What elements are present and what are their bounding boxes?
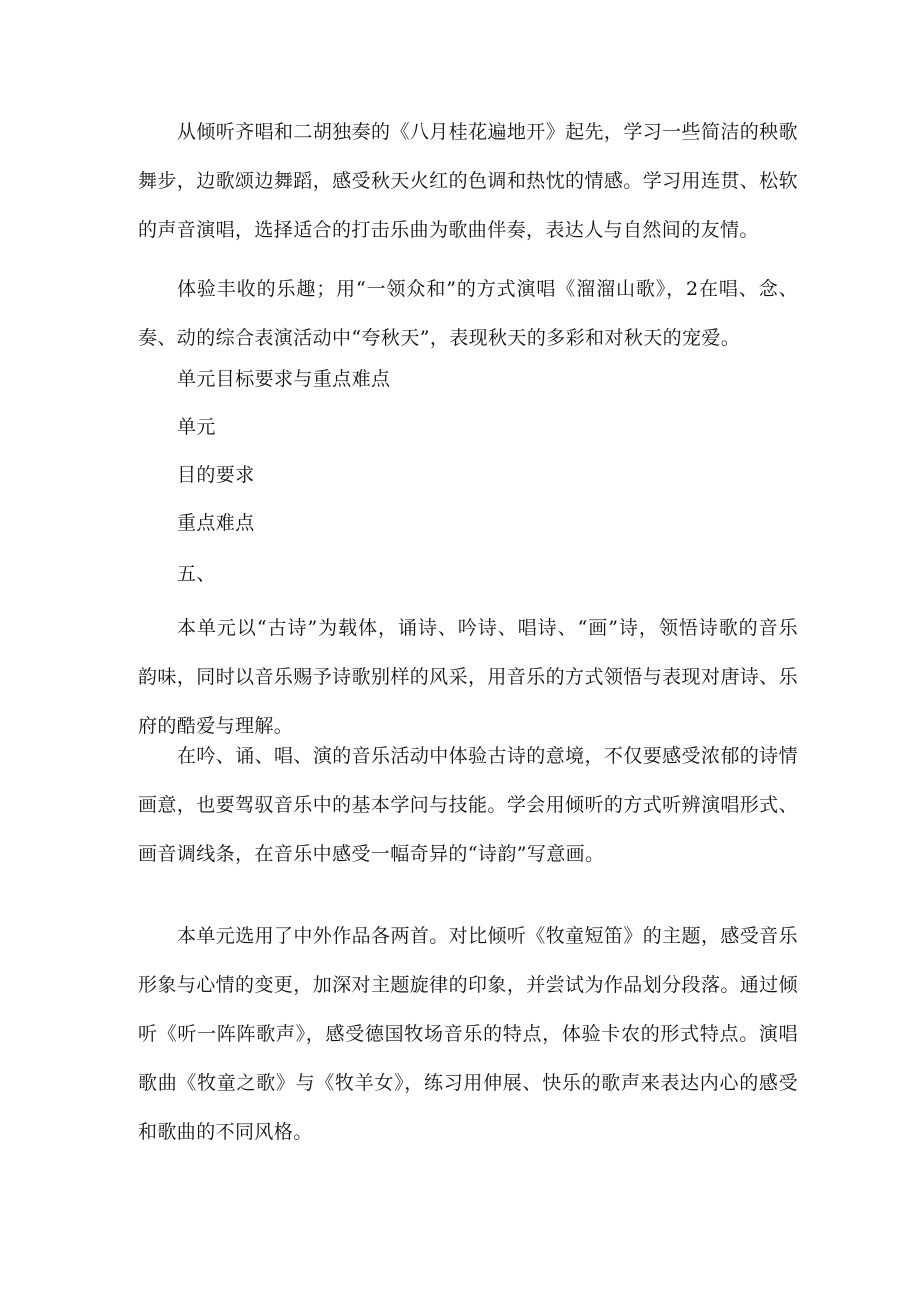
label-unit: 单元 bbox=[177, 416, 216, 438]
paragraph-liuliu-shange: 体验丰收的乐趣；用“一领众和”的方式演唱《溜溜山歌》，2在唱、念、奏、动的综合表演活动中“夸秋天”，表现秋天的多彩和对秋天的宠爱。 bbox=[138, 278, 798, 349]
paragraph-poetry-activities: 在吟、诵、唱、演的音乐活动中体验古诗的意境，不仅要感受浓郁的诗情画意，也要驾驭音乐中的基本学问与技能。学会用倾听的方式听辨演唱形式、画音调线条，在音乐中感受一幅奇异的“诗韵”写意画。 bbox=[138, 745, 798, 865]
label-objectives: 目的要求 bbox=[177, 464, 255, 486]
paragraph-works-selection: 本单元选用了中外作品各两首。对比倾听《牧童短笛》的主题，感受音乐形象与心情的变更，加深对主题旋律的印象，并尝试为作品划分段落。通过倾听《听一阵阵歌声》，感受德国牧场音乐的特点，体验卡农的形式特点。演唱歌曲《牧童之歌》与《牧羊女》，练习用伸展、快乐的歌声来表达内心的感受和歌曲的不同风格。 bbox=[138, 925, 798, 1143]
paragraph-bayue-guihua: 从倾听齐唱和二胡独奏的《八月桂花遍地开》起先，学习一些简洁的秧歌舞步，边歌颂边舞蹈，感受秋天火红的色调和热忱的情感。学习用连贯、松软的声音演唱，选择适合的打击乐曲为歌曲伴奏，表达人与自然间的友情。 bbox=[138, 121, 798, 241]
section-heading-unit-goals: 单元目标要求与重点难点 bbox=[177, 368, 391, 390]
label-unit-five: 五、 bbox=[177, 563, 216, 585]
label-key-difficulties: 重点难点 bbox=[177, 512, 255, 534]
paragraph-ancient-poetry: 本单元以“古诗”为载体，诵诗、吟诗、唱诗、“画”诗，领悟诗歌的音乐韵味，同时以音乐赐予诗歌别样的风采，用音乐的方式领悟与表现对唐诗、乐府的酷爱与理解。 bbox=[138, 617, 798, 737]
